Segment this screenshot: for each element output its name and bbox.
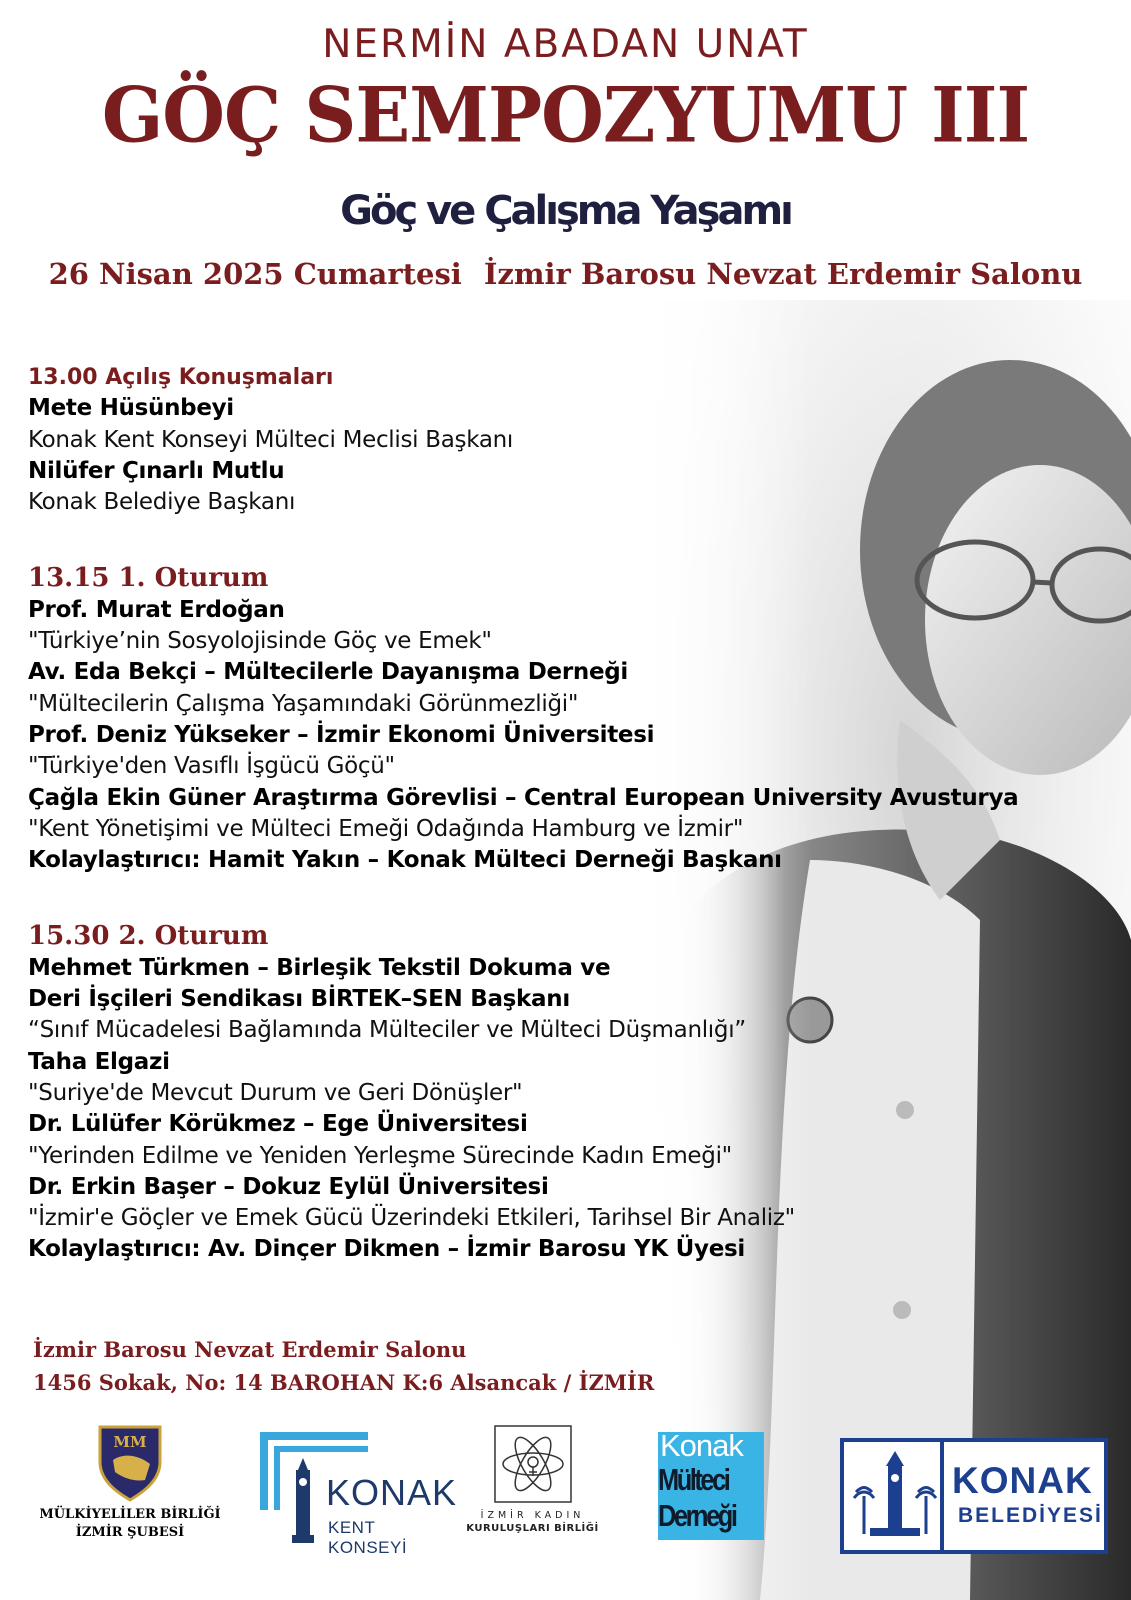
multeci-dernegi-logo xyxy=(658,1428,764,1540)
talk-title-line: Konak Belediye Başkanı xyxy=(28,489,296,516)
opening-lines xyxy=(28,393,988,518)
talk-title-line: “Sınıf Mücadelesi Bağlamında Mülteciler ve Mülteci Düşmanlığı” xyxy=(28,1017,746,1044)
speaker-line: Mehmet Türkmen – Birleşik Tekstil Dokuma ve xyxy=(28,954,611,981)
session2-lines xyxy=(28,953,988,1266)
opening-heading: 13.00 Açılış Konuşmaları xyxy=(28,365,334,390)
program xyxy=(28,362,1019,1266)
session1-heading: 13.15 1. Oturum xyxy=(28,563,269,594)
atom-icon xyxy=(493,1424,573,1504)
venue-name: İzmir Barosu Nevzat Erdemir Salonu xyxy=(33,1337,467,1362)
kadin-line2: KURULUŞLARI BİRLİĞİ xyxy=(466,1523,599,1534)
multeci-line3: Derneği xyxy=(658,1498,736,1533)
belediye-line1: KONAK xyxy=(952,1460,1093,1501)
talk-title-line: "Yerinden Edilme ve Yeniden Yerleşme Sürecinde Kadın Emeği" xyxy=(28,1142,732,1169)
sponsor-logos xyxy=(0,1410,1131,1600)
talk-title-line: "Suriye'de Mevcut Durum ve Geri Dönüşler" xyxy=(28,1079,523,1106)
konak-belediyesi-logo xyxy=(840,1438,1108,1554)
multeci-line1: Konak xyxy=(660,1428,743,1463)
mulkiyeliler-logo xyxy=(35,1422,225,1542)
speaker-line: Nilüfer Çınarlı Mutlu xyxy=(28,457,285,484)
speaker-line: Dr. Erkin Başer – Dokuz Eylül Üniversitesi xyxy=(28,1173,549,1200)
speaker-line: Taha Elgazi xyxy=(28,1048,170,1075)
venue-info xyxy=(33,1333,654,1399)
event-date: 26 Nisan 2025 Cumartesi xyxy=(48,257,462,291)
speaker-line: Kolaylaştırıcı: Hamit Yakın – Konak Mülteci Derneği Başkanı xyxy=(28,847,782,874)
kent-konseyi-line2: KENT KONSEYİ xyxy=(328,1518,408,1557)
talk-title-line: "Mültecilerin Çalışma Yaşamındaki Görünmezliği" xyxy=(28,690,579,717)
mm-emblem-text: MM xyxy=(113,1433,147,1451)
session2-heading: 15.30 2. Oturum xyxy=(28,921,269,952)
dateline xyxy=(0,257,1131,291)
shield-icon xyxy=(95,1422,165,1502)
mulkiyeliler-line2: İZMİR ŞUBESİ xyxy=(75,1525,185,1540)
speaker-line: Dr. Lülüfer Körükmez – Ege Üniversitesi xyxy=(28,1111,528,1138)
event-venue: İzmir Barosu Nevzat Erdemir Salonu xyxy=(483,257,1083,291)
multeci-line2: Mülteci xyxy=(658,1462,729,1497)
speaker-line: Prof. Murat Erdoğan xyxy=(28,596,285,623)
speaker-line: Çağla Ekin Güner Araştırma Görevlisi – Central European University Avusturya xyxy=(28,784,1019,811)
speaker-line: Prof. Deniz Yükseker – İzmir Ekonomi Üniversitesi xyxy=(28,721,655,748)
speaker-line: Kolaylaştırıcı: Av. Dinçer Dikmen – İzmir Barosu YK Üyesi xyxy=(28,1236,745,1263)
talk-title-line: "Türkiye’nin Sosyolojisinde Göç ve Emek" xyxy=(28,628,492,655)
belediye-line2: BELEDİYESİ xyxy=(958,1504,1103,1527)
session1-lines xyxy=(28,595,1019,877)
kent-konseyi-line1: KONAK xyxy=(326,1472,458,1513)
clock-tower-palm-icon xyxy=(850,1446,940,1546)
talk-title-line: "Türkiye'den Vasıflı İşgücü Göçü" xyxy=(28,753,395,780)
talk-title-line: "İzmir'e Göçler ve Emek Gücü Üzerindeki Etkileri, Tarihsel Bir Analiz" xyxy=(28,1205,795,1232)
venue-address: 1456 Sokak, No: 14 BAROHAN K:6 Alsancak / İZMİR xyxy=(33,1370,655,1395)
kadin-line1: İZMİR KADIN xyxy=(480,1510,585,1521)
kadin-kuruluslari-logo xyxy=(460,1424,605,1534)
kent-konseyi-logo xyxy=(258,1430,458,1557)
supertitle: NERMİN ABADAN UNAT xyxy=(322,22,809,67)
talk-title-line: "Kent Yönetişimi ve Mülteci Emeği Odağında Hamburg ve İzmir" xyxy=(28,815,744,842)
talk-title-line: Konak Kent Konseyi Mülteci Meclisi Başkanı xyxy=(28,426,514,453)
main-title: GÖÇ SEMPOZYUMU III xyxy=(101,69,1030,160)
speaker-line: Mete Hüsünbeyi xyxy=(28,395,234,422)
speaker-line: Av. Eda Bekçi – Mültecilerle Dayanışma Derneği xyxy=(28,659,628,686)
subtitle: Göç ve Çalışma Yaşamı xyxy=(340,188,791,234)
speaker-line: Deri İşçileri Sendikası BİRTEK–SEN Başkanı xyxy=(28,986,570,1013)
mulkiyeliler-line1: MÜLKİYELİLER BİRLİĞİ xyxy=(39,1507,221,1522)
